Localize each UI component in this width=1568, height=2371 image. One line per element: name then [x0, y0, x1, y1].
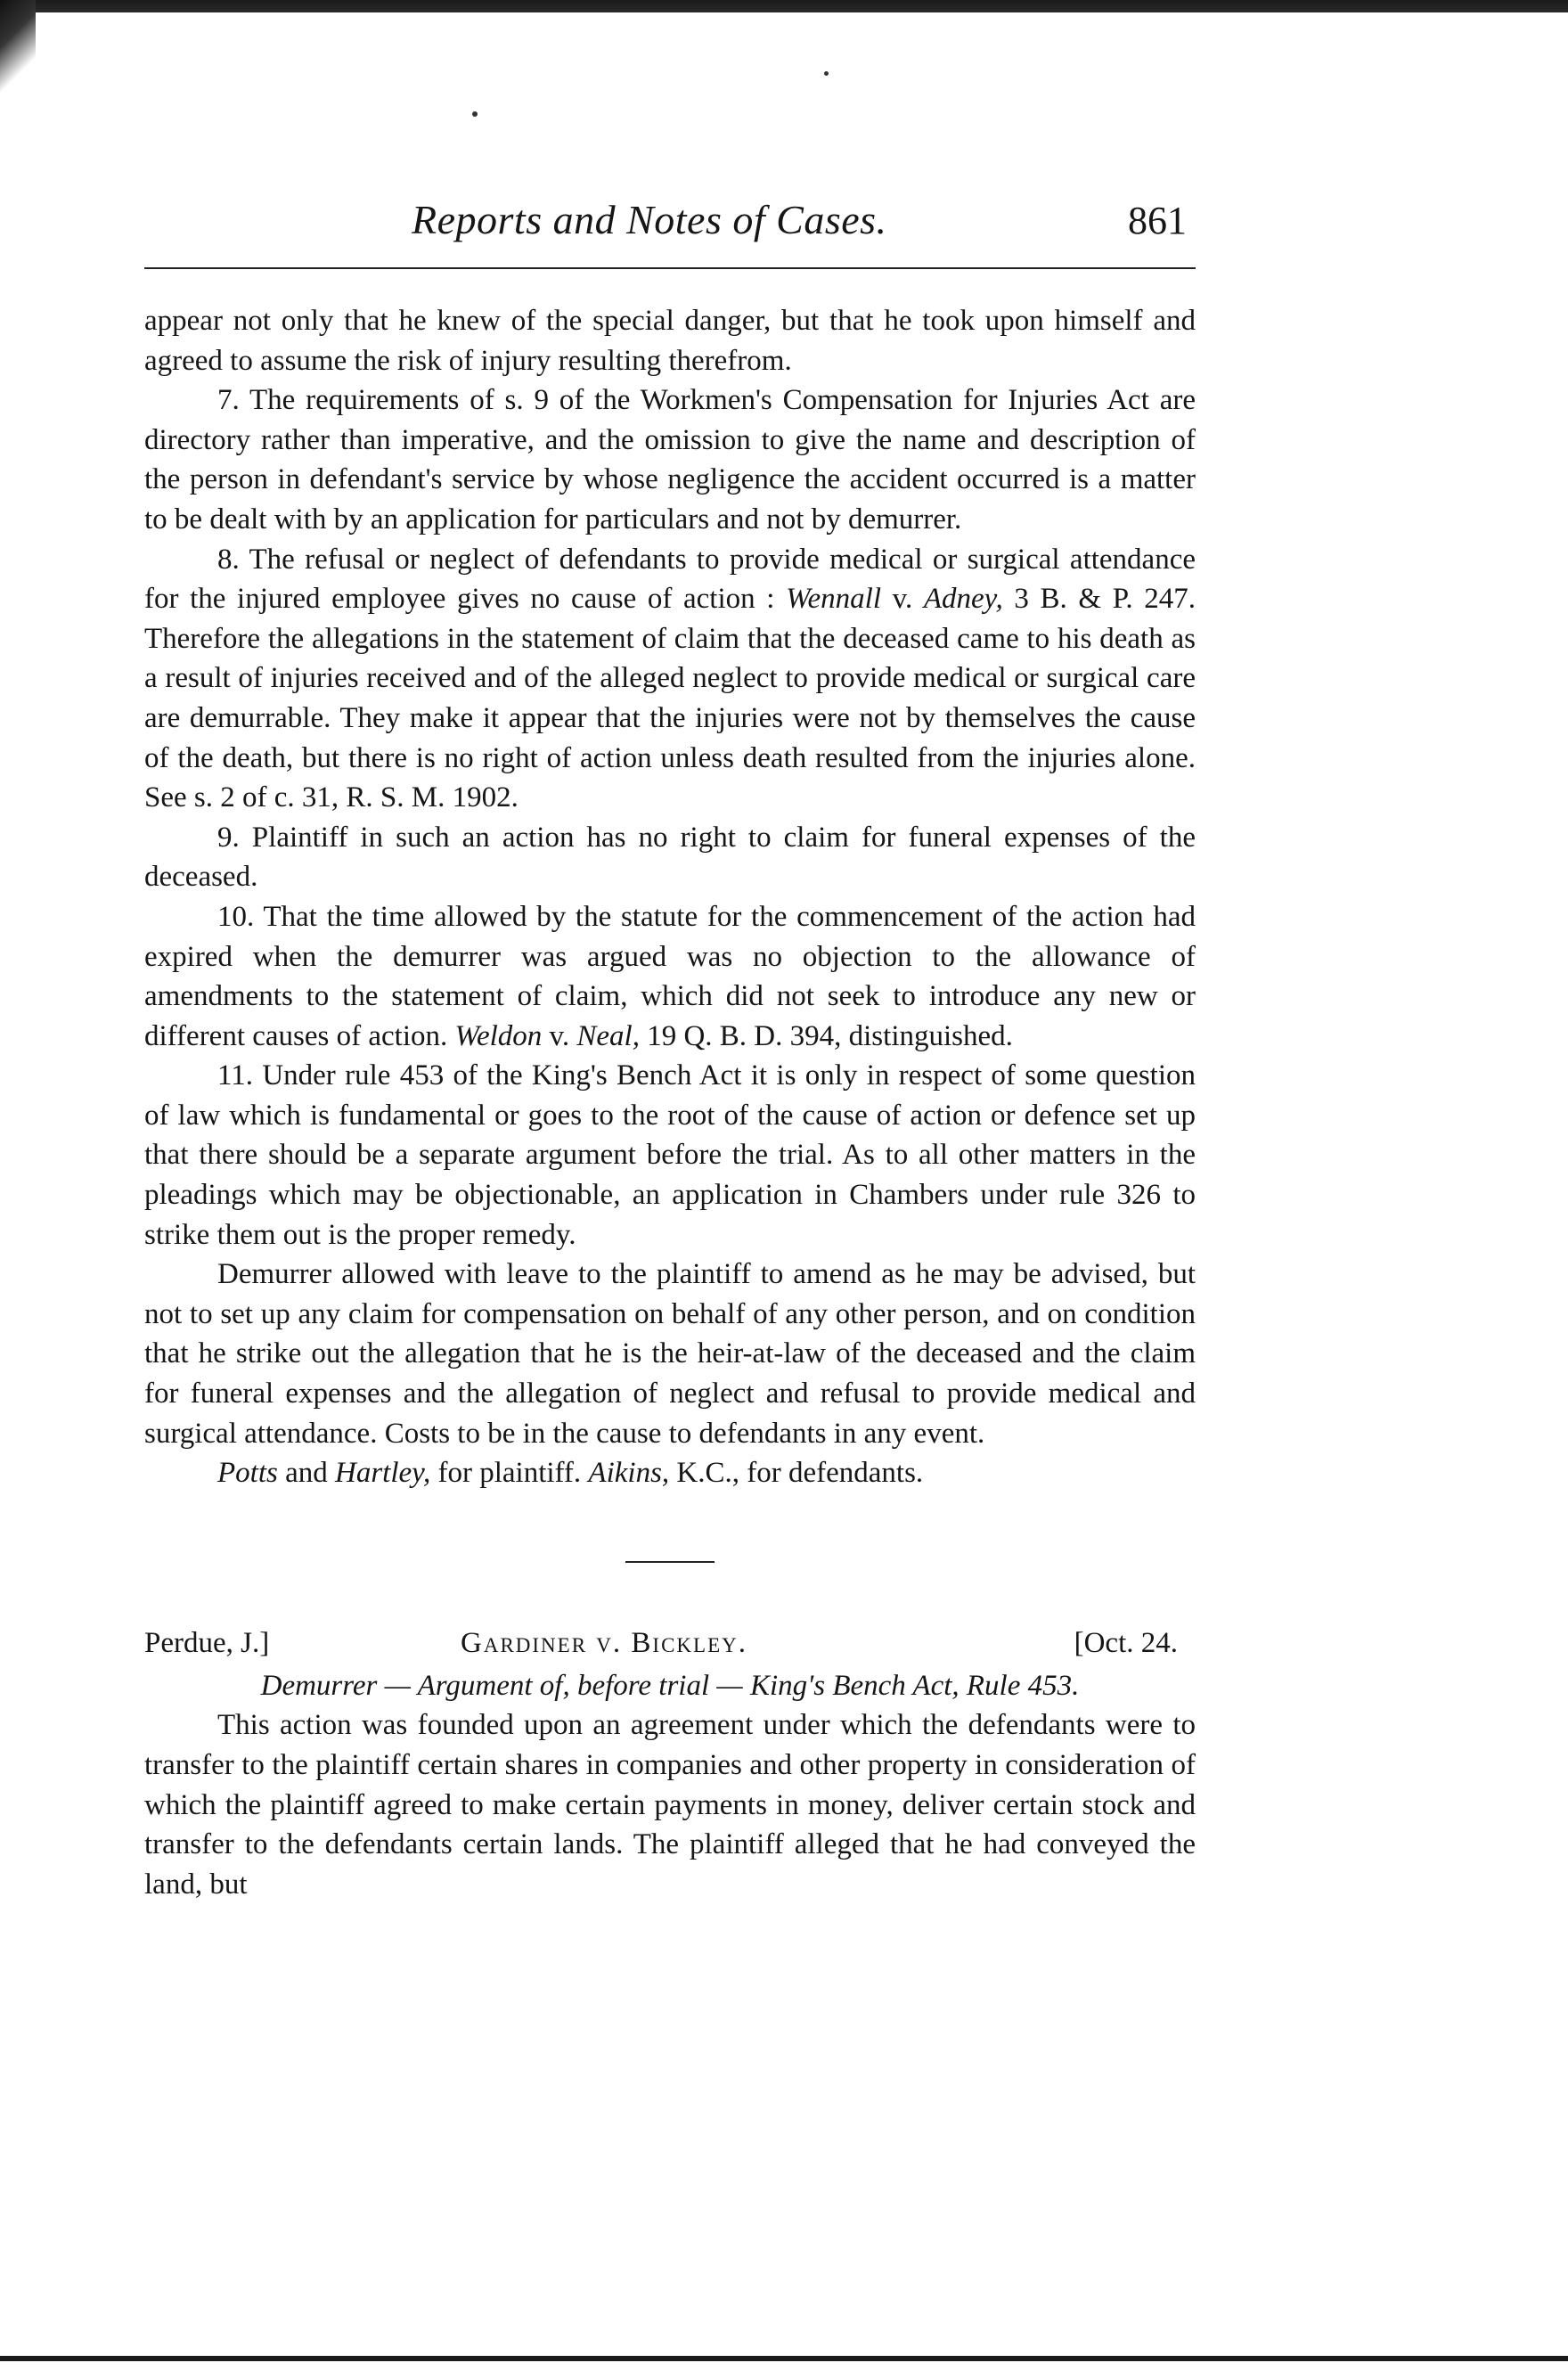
scan-top-edge	[0, 0, 1568, 12]
paragraph-10-text: 19 Q. B. D. 394, distinguished.	[639, 1019, 1013, 1052]
counsel-name: Aikins,	[588, 1457, 670, 1490]
page	[144, 187, 1196, 1901]
case-separator-rule	[625, 1561, 715, 1563]
page-body	[144, 301, 1196, 1904]
paragraph-10-text: 10. That the time allowed by the statute for the commencement of the action had expired when the demurrer was argued was no objection to the allowance of amendments to the statement of claim, which did not seek to introduce any new or different causes of action.	[144, 900, 1196, 1052]
paragraph-continuation: appear not only that he knew of the special danger, but that he took upon himself and agreed to assume the risk of injury resulting therefrom.	[144, 305, 1196, 377]
case-headnote: Demurrer — Argument of, before trial — King's Bench Act, Rule 453.	[260, 1669, 1080, 1702]
paragraph-7: 7. The requirements of s. 9 of the Workmen's Compensation for Injuries Act are directory rather than imperative, and the omission to give the name and description of the person in defendant's service by whose negligence the accident occurred is a matter to be dealt with by an application for particulars and not by demurrer.	[144, 384, 1196, 536]
header-rule	[144, 267, 1196, 269]
paragraph-disposition: Demurrer allowed with leave to the plaintiff to amend as he may be advised, but not to set up any claim for compensation on behalf of any other person, and on condition that he strike out the allegation that he is the heir-at-law of the deceased and the claim for funeral expenses and the allegation of neglect and refusal to provide medical and surgical attendance. Costs to be in the cause to defendants in any event.	[144, 1258, 1196, 1450]
case-name: Gardiner v. Bickley.	[461, 1626, 747, 1659]
scan-speck	[824, 71, 829, 76]
scan-bottom-edge	[0, 2356, 1568, 2361]
case-citation: Neal,	[576, 1019, 640, 1052]
counsel-line	[144, 1453, 1196, 1493]
counsel-text: and	[277, 1457, 335, 1490]
versus: v.	[881, 583, 924, 616]
paragraph-8-text: 3 B. & P. 247. Therefore the allegations in the statement of claim that the deceased came to his death as a result of injuries received and of the alleged neglect to provide medical or surgical care are demurrable. They make it appear that the injuries were not by themselves the cause of the death, but there is no right of action unless death resulted from the injuries alone. See s. 2 of c. 31, R. S. M. 1902.	[144, 583, 1196, 814]
case-date: [Oct. 24.	[1074, 1626, 1178, 1659]
case-header	[144, 1623, 1196, 1666]
counsel-name: Potts	[217, 1457, 278, 1490]
paragraph-10	[144, 897, 1196, 1056]
counsel-text: for plaintiff.	[430, 1457, 589, 1490]
paragraph-8	[144, 540, 1196, 818]
scan-speck	[472, 111, 478, 117]
case-text: This action was founded upon an agreement under which the defendants were to transfer to the plaintiff certain shares in companies and other property in consideration of which the plaintiff agreed to make certain payments in money, deliver certain stock and transfer to the defendants certain lands. The plaintiff alleged that he had conveyed the land, but	[144, 1709, 1196, 1901]
paragraph-8-text: 8. The refusal or neglect of defendants to provide medical or surgical attendance for the injured employee gives no cause of action :	[144, 543, 1196, 616]
case-citation: Wennall	[786, 583, 882, 616]
running-head	[144, 187, 1196, 258]
counsel-text: K.C., for defendants.	[669, 1457, 924, 1490]
paragraph-11: 11. Under rule 453 of the King's Bench Act it is only in respect of some question of law which is fundamental or goes to the root of the cause of action or defence set up that there should be a separate argument before the trial. As to all other matters in the pleadings which may be objectionable, an application in Chambers under rule 326 to strike them out is the proper remedy.	[144, 1059, 1196, 1251]
case-citation: Weldon	[454, 1019, 543, 1052]
versus: v.	[542, 1019, 577, 1052]
running-title: Reports and Notes of Cases.	[412, 197, 887, 242]
case-judge: Perdue, J.]	[144, 1626, 270, 1659]
paragraph-9: 9. Plaintiff in such an action has no right to claim for funeral expenses of the deceased.	[144, 821, 1196, 894]
counsel-name: Hartley,	[335, 1457, 431, 1490]
scan-corner-shadow	[0, 0, 36, 98]
page-number: 861	[1128, 199, 1187, 242]
case-citation: Adney,	[923, 583, 1003, 616]
